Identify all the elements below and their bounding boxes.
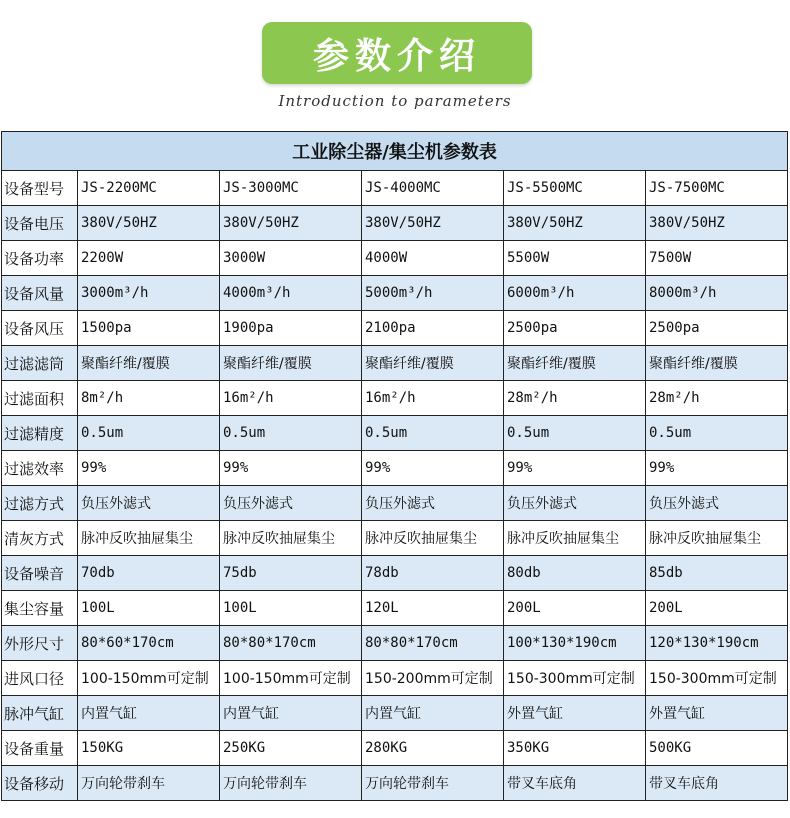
parameter-label: 设备噪音 xyxy=(2,556,78,591)
parameter-value: 0.5um xyxy=(78,416,220,451)
parameter-value: 聚酯纤维/覆膜 xyxy=(220,346,362,381)
table-row xyxy=(2,486,788,521)
parameter-value: 带叉车底角 xyxy=(646,766,788,801)
parameter-value: 70db xyxy=(78,556,220,591)
parameter-value: 150-300mm可定制 xyxy=(504,661,646,696)
parameter-value: 脉冲反吹抽屉集尘 xyxy=(362,521,504,556)
parameter-value: 带叉车底角 xyxy=(504,766,646,801)
page-title: 参数介绍 xyxy=(312,35,481,77)
parameter-value: 5000m³/h xyxy=(362,276,504,311)
page-subtitle: Introduction to parameters xyxy=(278,92,512,110)
parameter-value: 100-150mm可定制 xyxy=(78,661,220,696)
parameter-value: 6000m³/h xyxy=(504,276,646,311)
parameter-value: 500KG xyxy=(646,731,788,766)
parameter-value: 负压外滤式 xyxy=(220,486,362,521)
parameter-value: 3000W xyxy=(220,241,362,276)
parameter-label: 设备风压 xyxy=(2,311,78,346)
parameter-label: 设备电压 xyxy=(2,206,78,241)
table-row xyxy=(2,661,788,696)
parameter-value: 2500pa xyxy=(646,311,788,346)
parameter-value: JS-7500MC xyxy=(646,171,788,206)
parameter-value: 380V/50HZ xyxy=(504,206,646,241)
parameter-label: 设备风量 xyxy=(2,276,78,311)
table-row xyxy=(2,591,788,626)
parameter-value: 万向轮带刹车 xyxy=(78,766,220,801)
parameter-value: 99% xyxy=(646,451,788,486)
parameter-value: 200L xyxy=(504,591,646,626)
table-row xyxy=(2,311,788,346)
parameter-value: 85db xyxy=(646,556,788,591)
parameter-value: 80db xyxy=(504,556,646,591)
parameter-value: JS-2200MC xyxy=(78,171,220,206)
parameter-value: 脉冲反吹抽屉集尘 xyxy=(220,521,362,556)
parameter-value: 80*80*170cm xyxy=(362,626,504,661)
parameter-value: 脉冲反吹抽屉集尘 xyxy=(504,521,646,556)
parameter-label: 过滤滤筒 xyxy=(2,346,78,381)
parameter-value: 280KG xyxy=(362,731,504,766)
parameter-value: 3000m³/h xyxy=(78,276,220,311)
parameter-value: 28m²/h xyxy=(504,381,646,416)
parameter-value: 1900pa xyxy=(220,311,362,346)
table-row xyxy=(2,416,788,451)
parameter-value: 4000W xyxy=(362,241,504,276)
parameter-value: 28m²/h xyxy=(646,381,788,416)
parameter-value: 99% xyxy=(220,451,362,486)
table-row xyxy=(2,276,788,311)
parameter-value: 内置气缸 xyxy=(220,696,362,731)
parameter-label: 设备移动 xyxy=(2,766,78,801)
parameter-label: 外形尺寸 xyxy=(2,626,78,661)
parameter-value: 内置气缸 xyxy=(78,696,220,731)
parameter-value: 负压外滤式 xyxy=(646,486,788,521)
parameter-label: 过滤效率 xyxy=(2,451,78,486)
parameter-value: 负压外滤式 xyxy=(504,486,646,521)
table-row xyxy=(2,171,788,206)
table-row xyxy=(2,696,788,731)
table-row xyxy=(2,766,788,801)
parameter-value: 聚酯纤维/覆膜 xyxy=(504,346,646,381)
parameter-label: 进风口径 xyxy=(2,661,78,696)
table-row xyxy=(2,381,788,416)
parameter-value: 外置气缸 xyxy=(646,696,788,731)
parameter-value: 80*80*170cm xyxy=(220,626,362,661)
parameter-value: 聚酯纤维/覆膜 xyxy=(362,346,504,381)
parameter-value: 16m²/h xyxy=(220,381,362,416)
parameter-label: 过滤方式 xyxy=(2,486,78,521)
table-row xyxy=(2,556,788,591)
parameter-value: 100*130*190cm xyxy=(504,626,646,661)
parameter-value: 100L xyxy=(78,591,220,626)
parameter-value: JS-5500MC xyxy=(504,171,646,206)
parameter-value: 2500pa xyxy=(504,311,646,346)
parameter-label: 脉冲气缸 xyxy=(2,696,78,731)
parameter-value: 380V/50HZ xyxy=(78,206,220,241)
parameter-label: 设备功率 xyxy=(2,241,78,276)
parameter-value: 内置气缸 xyxy=(362,696,504,731)
parameter-value: 脉冲反吹抽屉集尘 xyxy=(646,521,788,556)
parameter-value: 2100pa xyxy=(362,311,504,346)
parameter-value: 外置气缸 xyxy=(504,696,646,731)
parameter-value: 78db xyxy=(362,556,504,591)
parameter-value: 聚酯纤维/覆膜 xyxy=(78,346,220,381)
table-row xyxy=(2,346,788,381)
parameter-value: 150-200mm可定制 xyxy=(362,661,504,696)
parameter-value: 100L xyxy=(220,591,362,626)
table-row xyxy=(2,626,788,661)
parameter-value: 380V/50HZ xyxy=(220,206,362,241)
table-row xyxy=(2,241,788,276)
parameter-value: 负压外滤式 xyxy=(362,486,504,521)
parameter-value: 100-150mm可定制 xyxy=(220,661,362,696)
parameter-value: 75db xyxy=(220,556,362,591)
parameter-value: 99% xyxy=(78,451,220,486)
parameter-value: 16m²/h xyxy=(362,381,504,416)
parameter-value: JS-4000MC xyxy=(362,171,504,206)
parameter-value: 99% xyxy=(362,451,504,486)
parameter-value: 5500W xyxy=(504,241,646,276)
parameter-label: 过滤精度 xyxy=(2,416,78,451)
parameter-value: 380V/50HZ xyxy=(646,206,788,241)
parameter-value: 0.5um xyxy=(220,416,362,451)
parameter-value: 380V/50HZ xyxy=(362,206,504,241)
title-banner xyxy=(262,22,532,84)
parameter-value: 0.5um xyxy=(504,416,646,451)
parameter-label: 设备重量 xyxy=(2,731,78,766)
parameter-value: 0.5um xyxy=(646,416,788,451)
parameter-value: 4000m³/h xyxy=(220,276,362,311)
parameter-label: 清灰方式 xyxy=(2,521,78,556)
parameter-value: 99% xyxy=(504,451,646,486)
parameter-value: 2200W xyxy=(78,241,220,276)
table-row xyxy=(2,521,788,556)
parameter-value: 聚酯纤维/覆膜 xyxy=(646,346,788,381)
parameter-value: 0.5um xyxy=(362,416,504,451)
parameter-value: 8m²/h xyxy=(78,381,220,416)
parameter-value: 万向轮带刹车 xyxy=(362,766,504,801)
parameter-value: 万向轮带刹车 xyxy=(220,766,362,801)
parameter-value: 1500pa xyxy=(78,311,220,346)
table-row xyxy=(2,206,788,241)
parameter-table xyxy=(1,131,788,801)
parameter-label: 设备型号 xyxy=(2,171,78,206)
parameter-value: 7500W xyxy=(646,241,788,276)
parameter-value: 200L xyxy=(646,591,788,626)
parameter-value: JS-3000MC xyxy=(220,171,362,206)
parameter-value: 350KG xyxy=(504,731,646,766)
parameter-value: 负压外滤式 xyxy=(78,486,220,521)
parameter-label: 过滤面积 xyxy=(2,381,78,416)
parameter-value: 250KG xyxy=(220,731,362,766)
parameter-value: 150KG xyxy=(78,731,220,766)
table-title: 工业除尘器/集尘机参数表 xyxy=(2,132,788,171)
parameter-value: 150-300mm可定制 xyxy=(646,661,788,696)
table-row xyxy=(2,731,788,766)
table-row xyxy=(2,451,788,486)
parameter-label: 集尘容量 xyxy=(2,591,78,626)
parameter-value: 120L xyxy=(362,591,504,626)
parameter-value: 120*130*190cm xyxy=(646,626,788,661)
parameter-value: 8000m³/h xyxy=(646,276,788,311)
parameter-value: 80*60*170cm xyxy=(78,626,220,661)
parameter-value: 脉冲反吹抽屉集尘 xyxy=(78,521,220,556)
